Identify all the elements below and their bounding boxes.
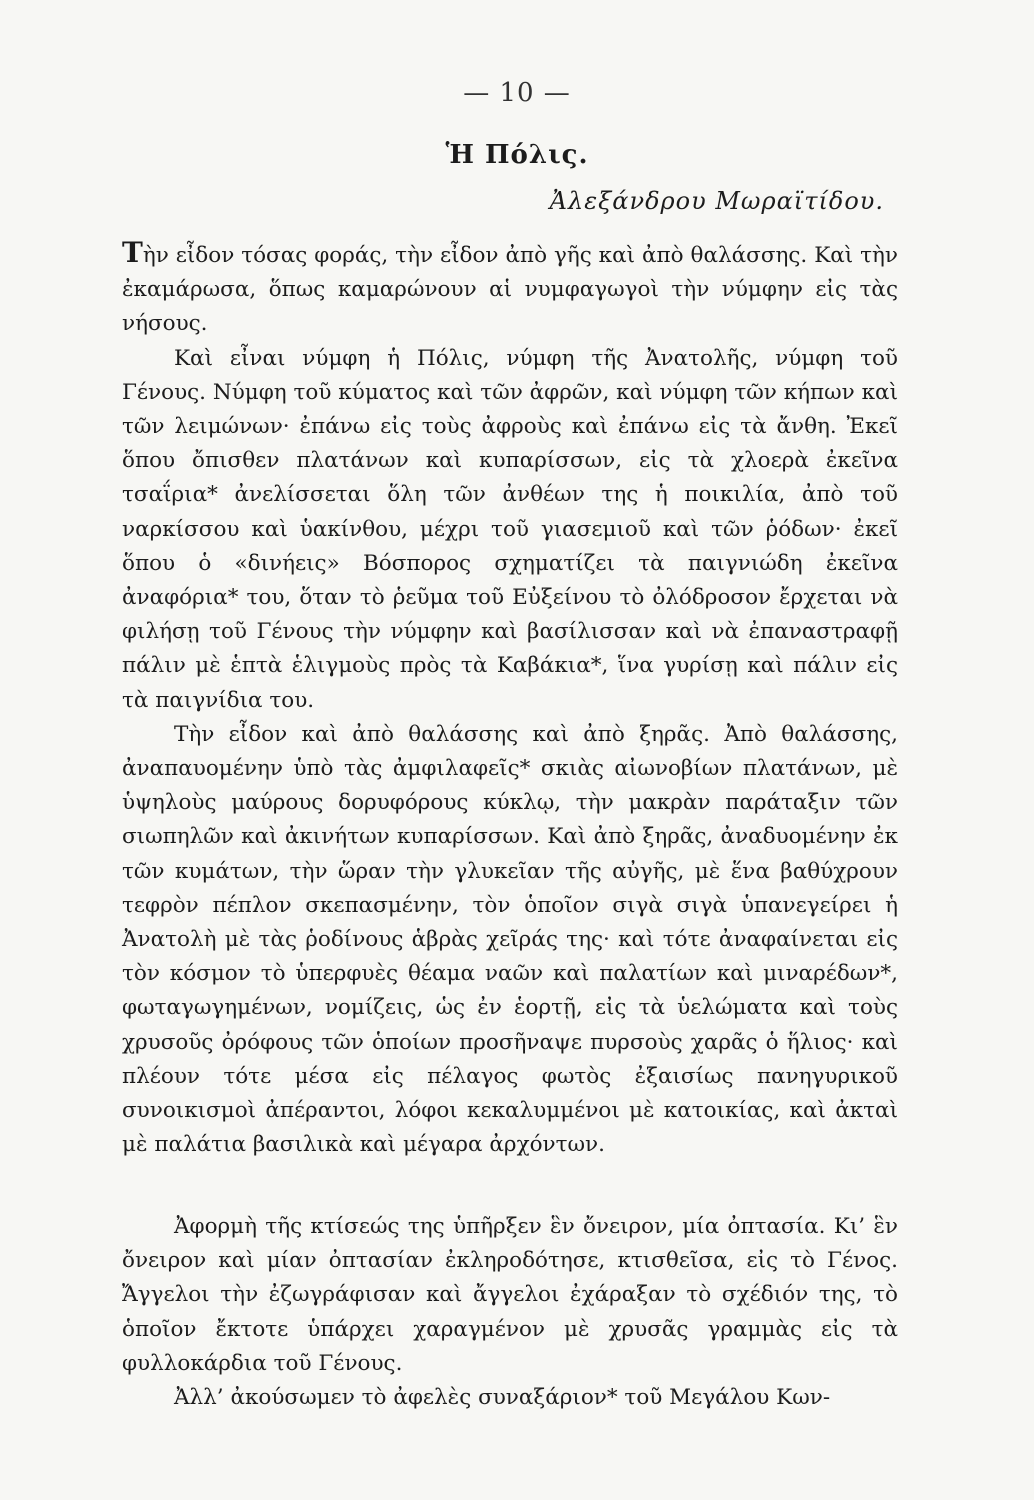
- author-byline: Ἀλεξάνδρου Μωραϊτίδου.: [549, 187, 884, 215]
- paragraph-1-text: ὴν εἶδον τόσας φοράς, τὴν εἶδον ἀπὸ γῆς καὶ ἀπὸ θαλάσσης. Καὶ τὴν ἐκαμάρωσα, ὅπως καμαρώνουν αἱ νυμφαγωγοὶ τὴν νύμφην εἰς τὰς νήσους.: [122, 243, 898, 337]
- body-text-main: [122, 236, 898, 1162]
- paragraph-5: Ἀλλ’ ἀκούσωμεν τὸ ἀφελὲς συναξάριον* τοῦ Μεγάλου Κων-: [174, 1385, 831, 1411]
- drop-cap: Τ: [122, 236, 143, 269]
- paragraph-1: [122, 236, 898, 342]
- body-text-continued: [122, 1210, 898, 1415]
- paragraph-2: Καὶ εἶναι νύμφη ἡ Πόλις, νύμφη τῆς Ἀνατολῆς, νύμφη τοῦ Γένους. Νύμφη τοῦ κύματος καὶ τῶν ἀφρῶν, καὶ νύμφη τῶν κήπων καὶ τῶν λειμώνων· ἐπάνω εἰς τοὺς ἀφροὺς καὶ ἐπάνω εἰς τὰ ἄνθη. Ἐκεῖ ὅπου ὄπισθεν πλατάνων καὶ κυπαρίσσων, εἰς τὰ χλοερὰ ἐκεῖνα τσαΐρια* ἀνελίσσεται ὅλη τῶν ἀνθέων της ἡ ποικιλία, ἀπὸ τοῦ ναρκίσσου καὶ ὑακίνθου, μέχρι τοῦ γιασεμιοῦ καὶ τῶν ῥόδων· ἐκεῖ ὅπου ὁ «δινήεις» Βόσπορος σχηματίζει τὰ παιγνιώδη ἐκεῖνα ἀναφόρια* του, ὅταν τὸ ῥεῦμα τοῦ Εὐξείνου τὸ ὀλόδροσον ἔρχεται νὰ φιλήσῃ τοῦ Γένους τὴν νύμφην καὶ βασίλισσαν καὶ νὰ ἐπαναστραφῇ πάλιν μὲ ἑπτὰ ἑλιγμοὺς πρὸς τὰ Καβάκια*, ἵνα γυρίσῃ καὶ πάλιν εἰς τὰ παιγνίδια του.: [122, 345, 898, 713]
- chapter-title: Ἡ Πόλις.: [445, 140, 589, 170]
- page-number: — 10 —: [463, 78, 571, 108]
- paragraph-3: Τὴν εἶδον καὶ ἀπὸ θαλάσσης καὶ ἀπὸ ξηρᾶς. Ἀπὸ θαλάσσης, ἀναπαυομένην ὑπὸ τὰς ἀμφιλαφεῖς* σκιὰς αἰωνοβίων πλατάνων, μὲ ὑψηλοὺς μαύρους δορυφόρους κύκλῳ, τὴν μακρὰν παράταξιν τῶν σιωπηλῶν καὶ ἀκινήτων κυπαρίσσων. Καὶ ἀπὸ ξηρᾶς, ἀναδυομένην ἐκ τῶν κυμάτων, τὴν ὥραν τὴν γλυκεῖαν τῆς αὐγῆς, μὲ ἕνα βαθύχρουν τεφρὸν πέπλον σκεπασμένην, τὸν ὁποῖον σιγὰ σιγὰ ὑπανεγείρει ἡ Ἀνατολὴ μὲ τὰς ῥοδίνους ἁβρὰς χεῖράς της· καὶ τότε ἀναφαίνεται εἰς τὸν κόσμον τὸ ὑπερφυὲς θέαμα ναῶν καὶ παλατίων καὶ μιναρέδων*, φωταγωγημένων, νομίζεις, ὡς ἐν ἑορτῇ, εἰς τὰ ὑελώματα καὶ τοὺς χρυσοῦς ὀρόφους τῶν ὁποίων προσῆναψε πυρσοὺς χαρᾶς ὁ ἥλιος· καὶ πλέουν τότε μέσα εἰς πέλαγος φωτὸς ἐξαισίως πανηγυρικοῦ συνοικισμοὶ ἀπέραντοι, λόφοι κεκαλυμμένοι μὲ κατοικίας, καὶ ἀκταὶ μὲ παλάτια βασιλικὰ καὶ μέγαρα ἀρχόντων.: [122, 721, 898, 1158]
- paragraph-4: Ἀφορμὴ τῆς κτίσεώς της ὑπῆρξεν ἓν ὄνειρον, μία ὀπτασία. Κι’ ἓν ὄνειρον καὶ μίαν ὀπτασίαν ἐκληροδότησε, κτισθεῖσα, εἰς τὸ Γένος. Ἄγγελοι τὴν ἐζωγράφισαν καὶ ἄγγελοι ἐχάραξαν τὸ σχέδιόν της, τὸ ὁποῖον ἔκτοτε ὑπάρχει χαραγμένον μὲ χρυσᾶς γραμμὰς εἰς τὰ φυλλοκάρδια τοῦ Γένους.: [122, 1214, 898, 1376]
